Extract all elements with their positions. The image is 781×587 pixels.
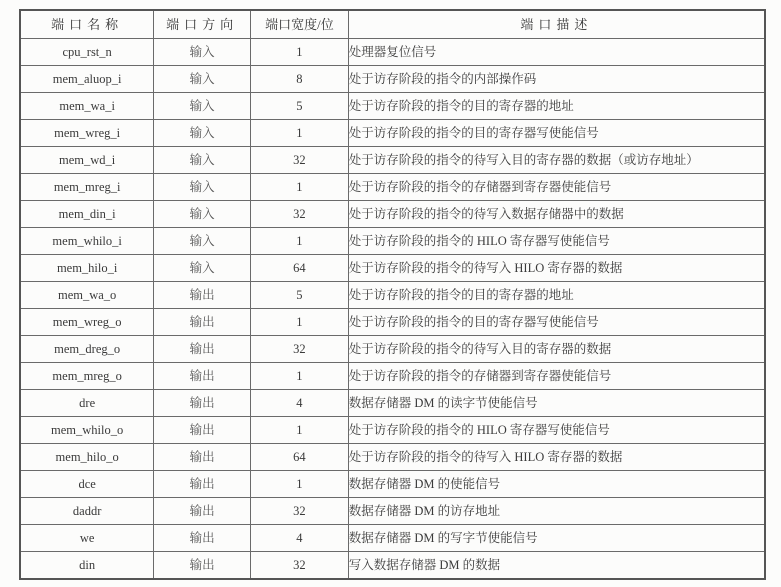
port-width-cell: 4 [251,390,349,417]
port-width-cell: 5 [251,282,349,309]
port-direction-cell: 输出 [154,552,251,580]
port-width-cell: 1 [251,39,349,66]
table-row [20,390,765,417]
port-direction-cell: 输出 [154,525,251,552]
port-direction-cell: 输入 [154,147,251,174]
table-row [20,282,765,309]
port-width-cell: 1 [251,417,349,444]
table-row [20,363,765,390]
port-description-cell: 处于访存阶段的指令的目的寄存器的地址 [348,282,765,309]
header-port-name: 端口名称 [20,10,154,39]
port-direction-cell: 输出 [154,444,251,471]
port-name-cell: mem_wa_i [20,93,154,120]
port-direction-cell: 输入 [154,66,251,93]
port-width-cell: 1 [251,309,349,336]
port-description-cell: 数据存储器 DM 的访存地址 [348,498,765,525]
port-name-cell: mem_aluop_i [20,66,154,93]
port-description-cell: 处于访存阶段的指令的存储器到寄存器使能信号 [348,174,765,201]
port-description-cell: 数据存储器 DM 的读字节使能信号 [348,390,765,417]
table-row [20,228,765,255]
port-width-cell: 1 [251,471,349,498]
port-width-cell: 4 [251,525,349,552]
port-description-cell: 处于访存阶段的指令的目的寄存器写使能信号 [348,309,765,336]
port-width-cell: 1 [251,228,349,255]
table-row [20,174,765,201]
port-description-cell: 处于访存阶段的指令的目的寄存器写使能信号 [348,120,765,147]
header-row [20,10,765,39]
port-name-cell: mem_mreg_o [20,363,154,390]
port-description-cell: 写入数据存储器 DM 的数据 [348,552,765,580]
table-row [20,552,765,580]
port-direction-cell: 输出 [154,363,251,390]
port-table [19,9,766,580]
port-description-cell: 处于访存阶段的指令的待写入数据存储器中的数据 [348,201,765,228]
port-name-cell: mem_mreg_i [20,174,154,201]
port-name-cell: daddr [20,498,154,525]
port-direction-cell: 输入 [154,255,251,282]
table-row [20,525,765,552]
port-name-cell: mem_wreg_o [20,309,154,336]
port-direction-cell: 输入 [154,93,251,120]
port-direction-cell: 输出 [154,282,251,309]
port-direction-cell: 输出 [154,336,251,363]
port-direction-cell: 输出 [154,390,251,417]
port-width-cell: 5 [251,93,349,120]
port-description-cell: 处于访存阶段的指令的待写入 HILO 寄存器的数据 [348,255,765,282]
table-header [20,10,765,39]
header-port-direction: 端口方向 [154,10,251,39]
port-width-cell: 64 [251,255,349,282]
port-description-cell: 处于访存阶段的指令的待写入目的寄存器的数据（或访存地址） [348,147,765,174]
port-description-cell: 处于访存阶段的指令的待写入目的寄存器的数据 [348,336,765,363]
table-row [20,201,765,228]
port-width-cell: 1 [251,174,349,201]
port-description-cell: 处理器复位信号 [348,39,765,66]
table-row [20,120,765,147]
port-name-cell: mem_hilo_i [20,255,154,282]
port-direction-cell: 输出 [154,471,251,498]
port-description-cell: 处于访存阶段的指令的 HILO 寄存器写使能信号 [348,417,765,444]
table-row [20,471,765,498]
port-width-cell: 32 [251,147,349,174]
table-row [20,417,765,444]
header-port-width: 端口宽度/位 [251,10,349,39]
table-body [20,39,765,580]
port-width-cell: 8 [251,66,349,93]
port-direction-cell: 输入 [154,39,251,66]
port-description-cell: 处于访存阶段的指令的待写入 HILO 寄存器的数据 [348,444,765,471]
port-name-cell: we [20,525,154,552]
table-row [20,66,765,93]
port-width-cell: 1 [251,363,349,390]
port-width-cell: 32 [251,201,349,228]
table-row [20,498,765,525]
port-description-cell: 处于访存阶段的指令的目的寄存器的地址 [348,93,765,120]
port-name-cell: mem_whilo_i [20,228,154,255]
port-description-cell: 数据存储器 DM 的写字节使能信号 [348,525,765,552]
port-name-cell: mem_wa_o [20,282,154,309]
port-name-cell: din [20,552,154,580]
port-description-cell: 数据存储器 DM 的使能信号 [348,471,765,498]
table-row [20,147,765,174]
port-direction-cell: 输入 [154,120,251,147]
port-direction-cell: 输出 [154,417,251,444]
header-port-description: 端口描述 [348,10,765,39]
port-name-cell: mem_hilo_o [20,444,154,471]
port-direction-cell: 输入 [154,201,251,228]
port-name-cell: cpu_rst_n [20,39,154,66]
port-name-cell: mem_wd_i [20,147,154,174]
port-description-cell: 处于访存阶段的指令的内部操作码 [348,66,765,93]
port-direction-cell: 输入 [154,228,251,255]
port-name-cell: dre [20,390,154,417]
table-row [20,255,765,282]
table-row [20,336,765,363]
port-name-cell: mem_whilo_o [20,417,154,444]
table-row [20,39,765,66]
port-description-cell: 处于访存阶段的指令的存储器到寄存器使能信号 [348,363,765,390]
port-name-cell: dce [20,471,154,498]
port-width-cell: 1 [251,120,349,147]
port-width-cell: 32 [251,336,349,363]
table-row [20,444,765,471]
table-row [20,309,765,336]
table-row [20,93,765,120]
port-name-cell: mem_wreg_i [20,120,154,147]
port-direction-cell: 输出 [154,309,251,336]
port-width-cell: 32 [251,498,349,525]
port-name-cell: mem_din_i [20,201,154,228]
port-direction-cell: 输出 [154,498,251,525]
port-direction-cell: 输入 [154,174,251,201]
port-description-cell: 处于访存阶段的指令的 HILO 寄存器写使能信号 [348,228,765,255]
port-width-cell: 64 [251,444,349,471]
port-name-cell: mem_dreg_o [20,336,154,363]
port-width-cell: 32 [251,552,349,580]
